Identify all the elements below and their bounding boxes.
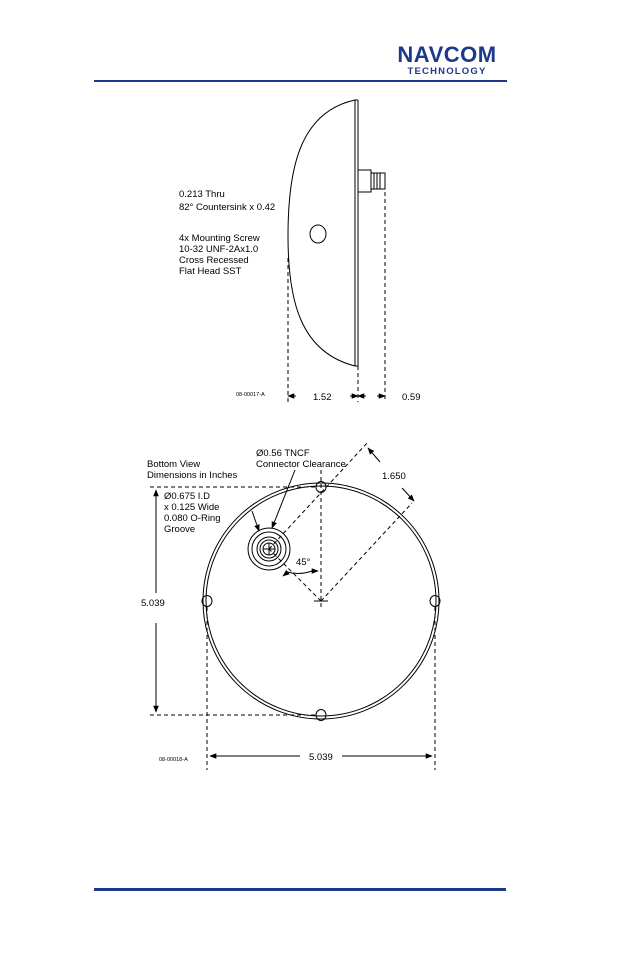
dim-label-radius: 1.650: [382, 471, 406, 482]
leader-connector: [272, 470, 295, 528]
dim-label-height: 1.52: [313, 392, 332, 403]
screw-note-line-3: Cross Recessed: [179, 255, 249, 266]
dim-label-horizontal: 5.039: [309, 752, 333, 763]
bottom-view-title-line-2: Dimensions in Inches: [147, 470, 238, 481]
dim-arrow-radius: [402, 488, 414, 501]
screw-note-line-1: 4x Mounting Screw: [179, 233, 260, 244]
bottom-view-drawing-id: 08-00018-A: [159, 757, 188, 763]
hole-note-line-2: 82° Countersink x 0.42: [179, 202, 276, 213]
groove-note-line-1: Ø0.675 I.D: [164, 491, 210, 502]
dim-label-vertical: 5.039: [141, 598, 165, 609]
bottom-view-title-line-1: Bottom View: [147, 459, 201, 470]
centerline-radial-2: [321, 503, 412, 601]
hole-note-line-1: 0.213 Thru: [179, 189, 225, 200]
groove-note-line-4: Groove: [164, 524, 196, 535]
mounting-hole: [310, 225, 326, 243]
screw-note-line-2: 10-32 UNF-2Ax1.0: [179, 244, 259, 255]
logo-sub-text: TECHNOLOGY: [407, 66, 487, 77]
dim-arrow-radius: [368, 448, 380, 462]
leader-groove: [252, 511, 259, 531]
groove-note-line-2: x 0.125 Wide: [164, 502, 220, 513]
connector-note-line-1: Ø0.56 TNCF: [256, 448, 310, 459]
dim-label-connector: 0.59: [402, 392, 421, 403]
side-view: [288, 100, 385, 402]
side-view-drawing-id: 08-00017-A: [236, 392, 265, 398]
antenna-dome-profile: [288, 100, 355, 366]
footer-rule: [94, 888, 506, 891]
connector-note-line-2: Connector Clearance: [256, 459, 346, 470]
tnc-connector-tip: [371, 173, 385, 189]
tnc-connector-body: [358, 170, 371, 192]
groove-note-line-3: 0.080 O-Ring: [164, 513, 221, 524]
angle-arrow: [283, 572, 288, 576]
centerline-diagonal: [269, 549, 321, 601]
dim-label-angle: 45°: [296, 557, 311, 568]
screw-note-line-4: Flat Head SST: [179, 266, 242, 277]
logo-main-text: NAVCOM: [397, 42, 497, 67]
